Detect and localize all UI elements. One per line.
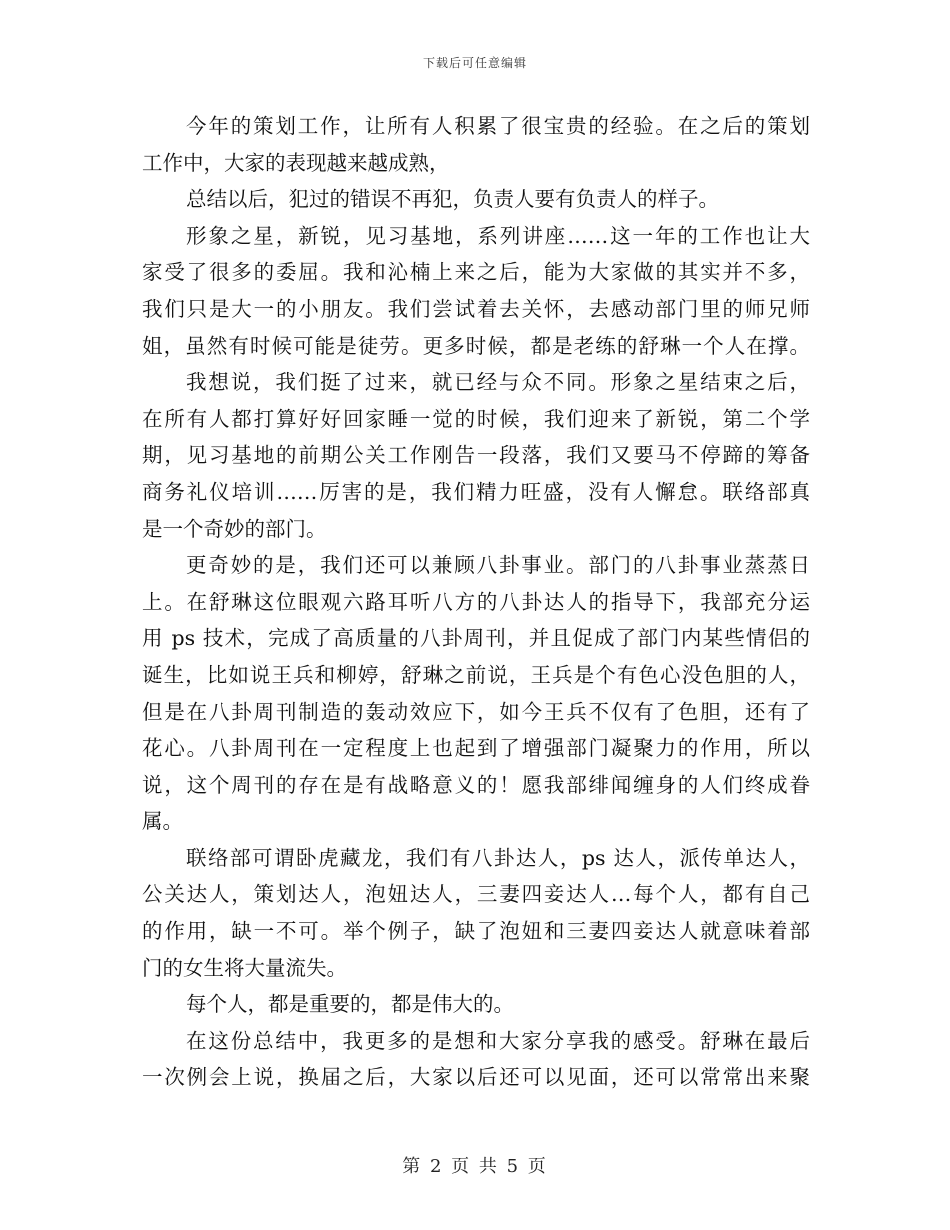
text-line: 在所有人都打算好好回家睡一觉的时候，我们迎来了新锐，第二个学 — [142, 406, 810, 431]
page-number: 第 2 页 共 5 页 — [402, 1156, 548, 1177]
text-line: 门的女生将大量流失。 — [142, 955, 347, 980]
text-line: 我想说，我们挺了过来，就已经与众不同。形象之星结束之后， — [186, 370, 810, 395]
text-line: 我们只是大一的小朋友。我们尝试着去关怀，去感动部门里的师兄师 — [142, 296, 810, 321]
text-line: 用 ps 技术，完成了高质量的八卦周刊，并且促成了部门内某些情侣的 — [142, 626, 810, 651]
text-line: 更奇妙的是，我们还可以兼顾八卦事业。部门的八卦事业蒸蒸日 — [186, 553, 810, 578]
text-line: 说，这个周刊的存在是有战略意义的！愿我部绯闻缠身的人们终成眷 — [142, 772, 810, 797]
text-line: 期，见习基地的前期公关工作刚告一段落，我们又要马不停蹄的筹备 — [142, 443, 810, 468]
text-line: 但是在八卦周刊制造的轰动效应下，如今王兵不仅有了色胆，还有了 — [142, 699, 810, 724]
text-line: 商务礼仪培训……厉害的是，我们精力旺盛，没有人懈怠。联络部真 — [142, 479, 810, 504]
text-line: 每个人，都是重要的，都是伟大的。 — [186, 992, 514, 1017]
text-line: 联络部可谓卧虎藏龙，我们有八卦达人，ps 达人，派传单达人， — [186, 845, 810, 870]
text-line: 是一个奇妙的部门。 — [142, 516, 327, 541]
text-line: 的作用，缺一不可。举个例子，缺了泡妞和三妻四妾达人就意味着部 — [142, 919, 810, 944]
text-line: 上。在舒琳这位眼观六路耳听八方的八卦达人的指导下，我部充分运 — [142, 589, 810, 614]
text-line: 家受了很多的委屈。我和沁楠上来之后，能为大家做的其实并不多， — [142, 260, 810, 285]
text-line: 在这份总结中，我更多的是想和大家分享我的感受。舒琳在最后 — [186, 1028, 810, 1053]
page-header: 下载后可任意编辑 — [422, 56, 527, 70]
text-line: 形象之星，新锐，见习基地，系列讲座……这一年的工作也让大 — [186, 223, 810, 248]
text-line: 诞生，比如说王兵和柳婷，舒琳之前说，王兵是个有色心没色胆的人， — [142, 662, 810, 687]
document-body — [142, 108, 810, 1096]
text-line: 姐，虽然有时候可能是徒劳。更多时候，都是老练的舒琳一个人在撑。 — [142, 333, 810, 358]
text-line: 总结以后，犯过的错误不再犯，负责人要有负责人的样子。 — [186, 187, 719, 212]
text-line: 一次例会上说，换届之后，大家以后还可以见面，还可以常常出来聚 — [142, 1065, 810, 1090]
text-line: 花心。八卦周刊在一定程度上也起到了增强部门凝聚力的作用，所以 — [142, 736, 810, 761]
text-line: 公关达人，策划达人，泡妞达人，三妻四妾达人…每个人，都有自己 — [142, 882, 810, 907]
text-line: 属。 — [142, 809, 183, 834]
text-line: 工作中，大家的表现越来越成熟， — [142, 150, 450, 175]
text-line: 今年的策划工作，让所有人积累了很宝贵的经验。在之后的策划 — [186, 114, 810, 138]
